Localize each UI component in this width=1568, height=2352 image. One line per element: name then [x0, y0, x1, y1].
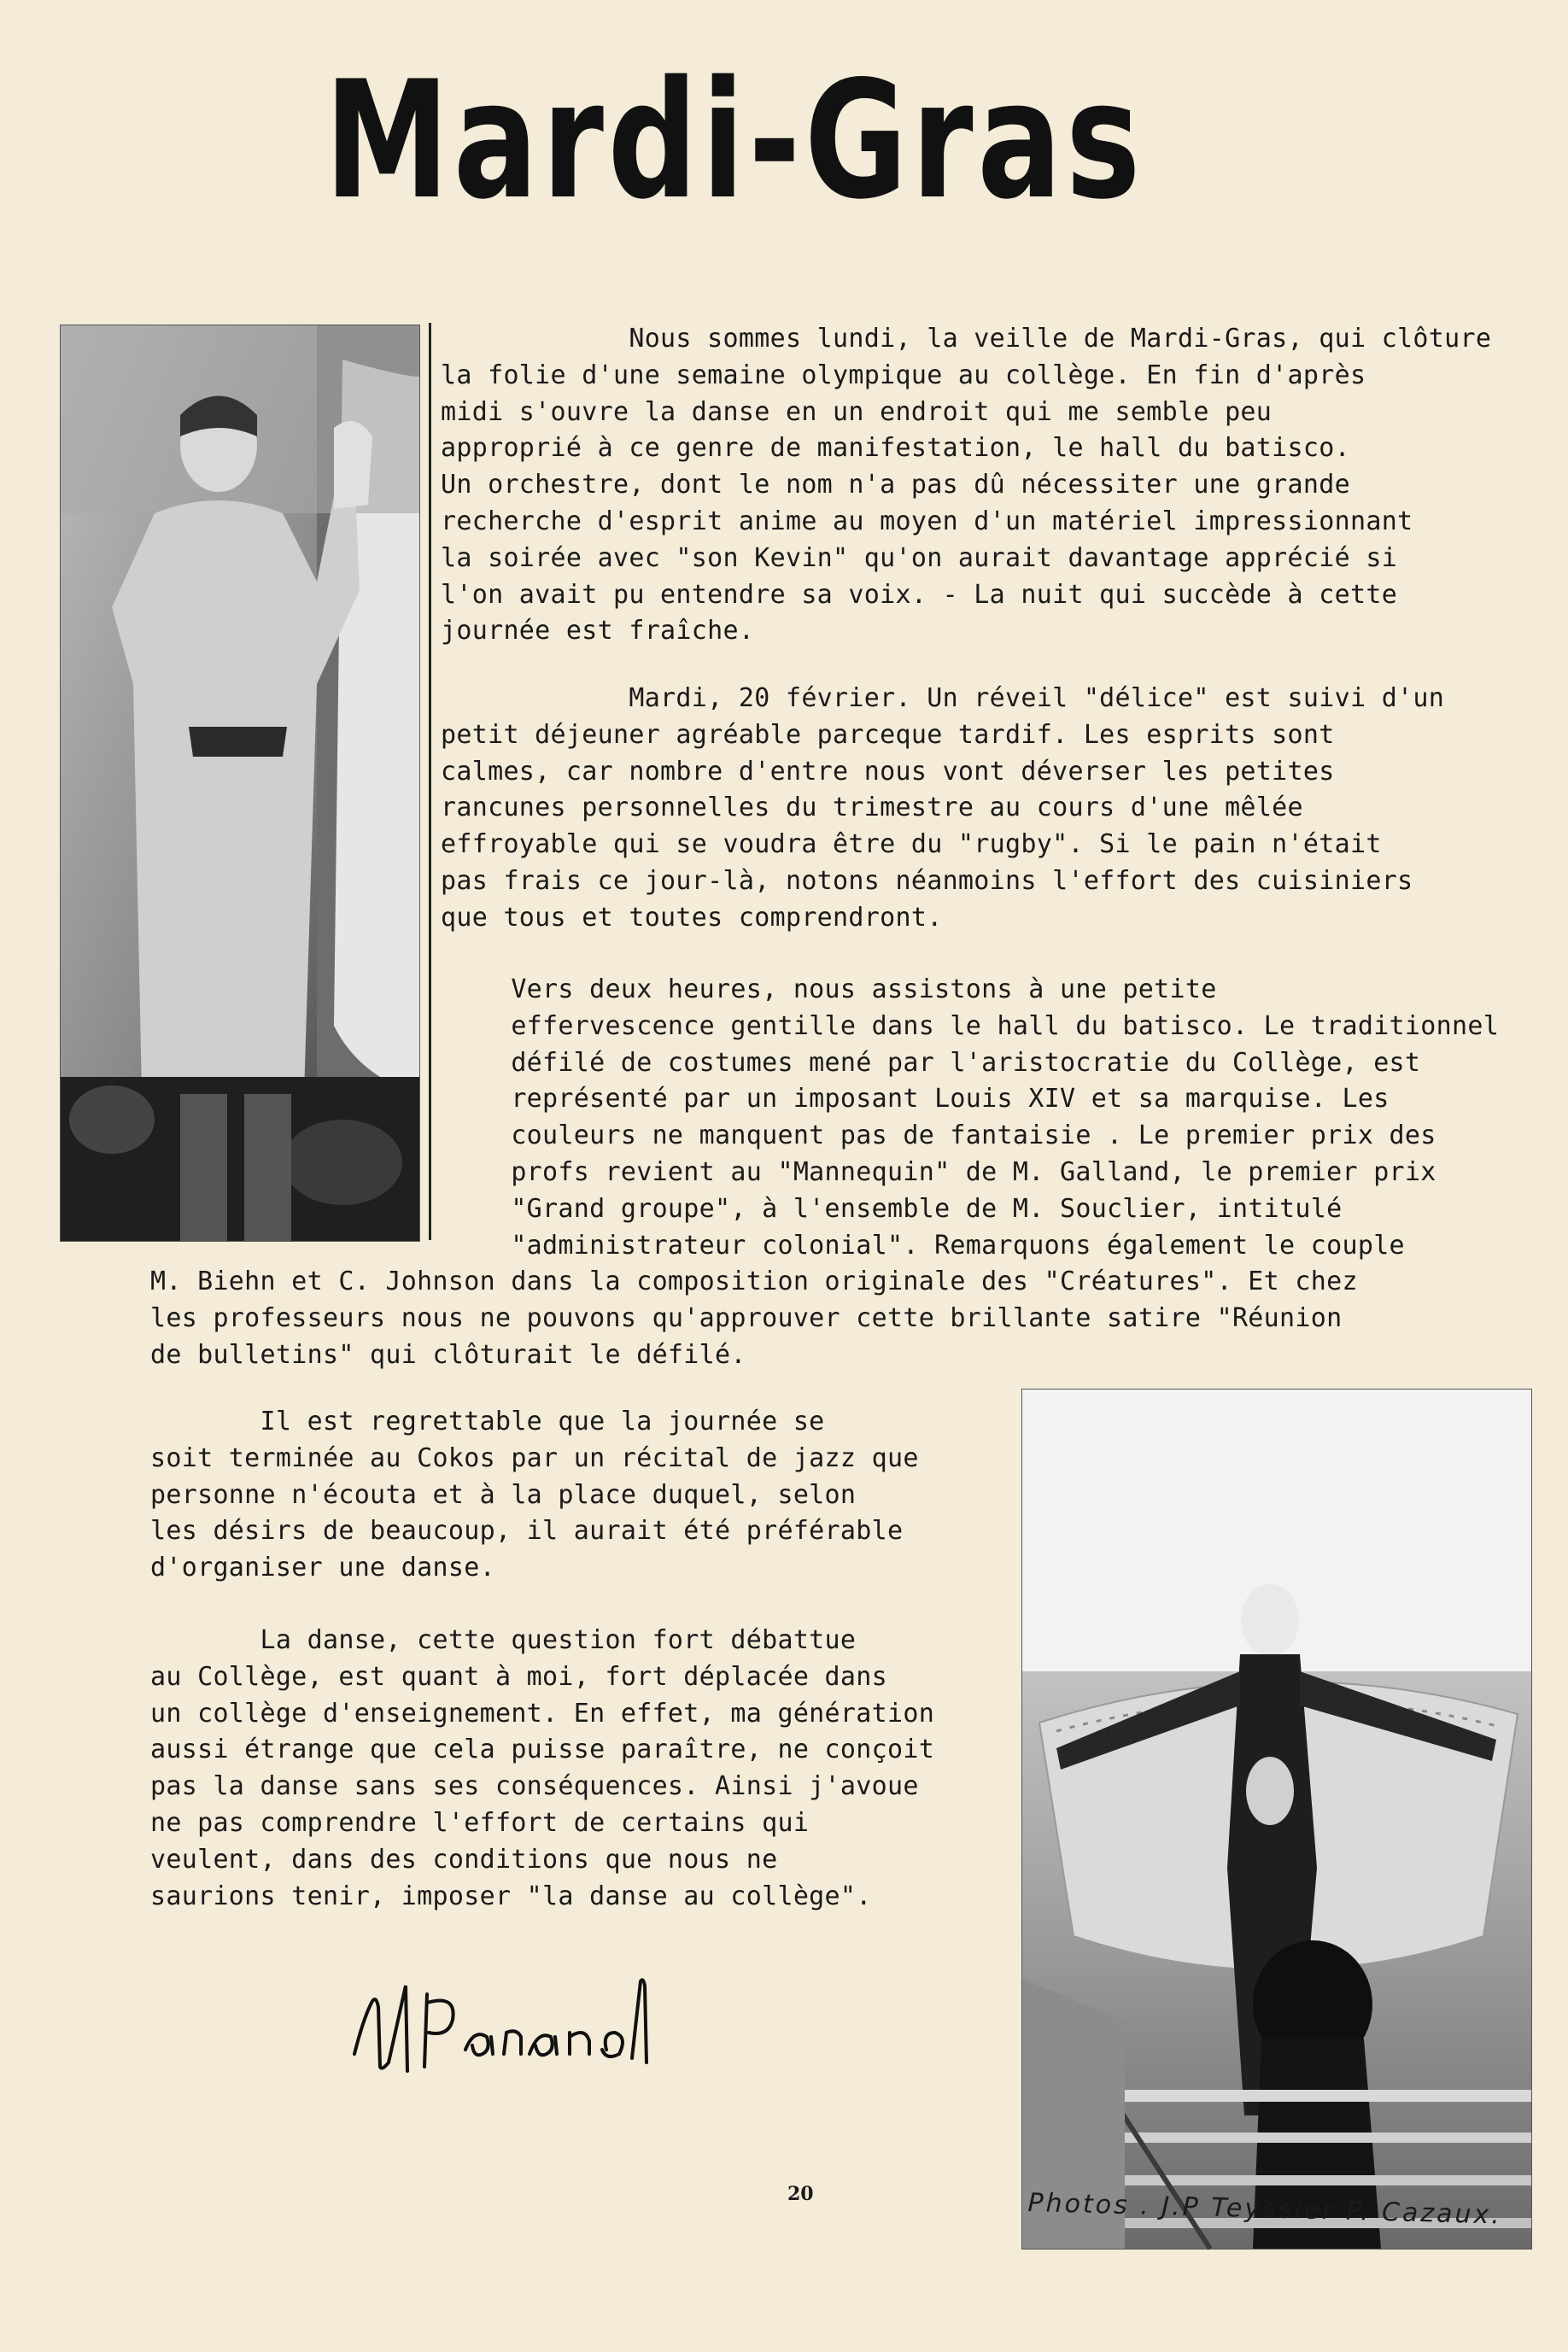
headline-mardi-gras	[307, 46, 1161, 248]
paragraph-1: Nous sommes lundi, la veille de Mardi-Gras, qui clôture la folie d'une semaine olympique au collège. En fin d'après midi s'ouvre la danse en un endroit qui me semble peu approprié à ce genre de manifestation, le hall du batisco. Un orchestre, dont le nom n'a pas dû nécessiter une grande recherche d'esprit anime au moyen d'un matériel impressionnant la soirée avec "son Kevin" qu'on aurait davantage apprécié si l'on avait pu entendre sa voix. - La nuit qui succède à cette journée est fraîche.	[441, 324, 1492, 647]
paragraph-2: Mardi, 20 février. Un réveil "délice" est suivi d'un petit déjeuner agréable parceque tardif. Les esprits sont calmes, car nombre d'entre nous vont déverser les petites rancunes personnelles du trimestre au cours d'une mêlée effroyable qui se voudra être du "rugby". Si le pain n'était pas frais ce jour-là, notons néanmoins l'effort des cuisiniers que tous et toutes comprendront.	[441, 683, 1445, 933]
photo-costumed-figure-image	[1022, 1390, 1531, 2249]
paragraph-5: La danse, cette question fort débattue au Collège, est quant à moi, fort déplacée dans un collège d'enseignement. En effet, ma génération aussi étrange que cela puisse paraître, ne conçoit pas la danse sans ses conséquences. Ainsi j'avoue ne pas comprendre l'effort de certains qui veulent, dans des conditions que nous ne saurions tenir, imposer "la danse au collège".	[150, 1625, 935, 1911]
page-number: 20	[787, 2183, 814, 2205]
headline-text: Mardi-Gras	[325, 46, 1144, 235]
signature-image	[346, 1969, 705, 2080]
paragraph-3: Vers deux heures, nous assistons à une petite effervescence gentille dans le hall du batisco. Le traditionnel défilé de costumes mené par l'aristocratie du Collège, est représenté par un imposant Louis XIV et sa marquise. Les couleurs ne manquent pas de fantaisie . Le premier prix des profs revient au "Mannequin" de M. Galland, le premier prix "Grand groupe", à l'ensemble de M. Souclier, intitulé "administrateur colonial". Remarquons également le couple M. Biehn et C. Johnson dans la composition originale des "Créatures". Et chez les professeurs nous ne pouvons qu'approuver cette brillante satire "Réunion de bulletins" qui clôturait le défilé.	[150, 974, 1500, 1370]
photo-costumed-figure	[1021, 1389, 1532, 2250]
photo-credit: Photos . J.P Teyssier P. Cazaux.	[1027, 2188, 1503, 2231]
paragraph-4: Il est regrettable que la journée se soit terminée au Cokos par un récital de jazz que personne n'écouta et à la place duquel, selon les désirs de beaucoup, il aurait été préférable d'organiser une danse.	[150, 1407, 919, 1583]
headline-lettering	[307, 46, 1161, 248]
author-signature	[346, 1969, 705, 2080]
